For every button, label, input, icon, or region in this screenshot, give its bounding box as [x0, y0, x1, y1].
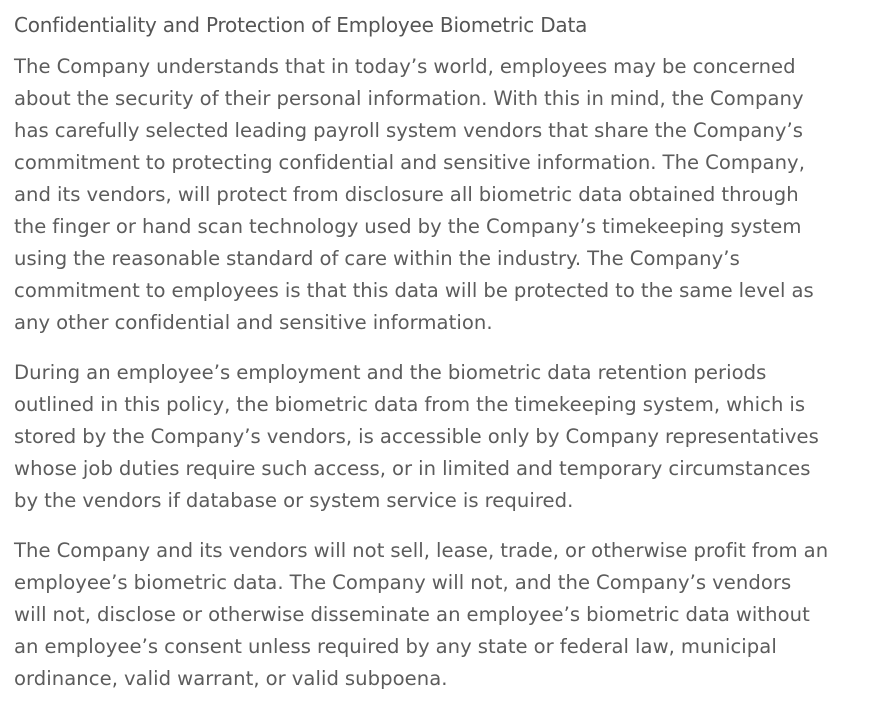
paragraph-intro: The Company understands that in today’s world, employees may be concerned about the security of their personal information. With this in mind, the Company has carefully selected leading payroll system vendors that share the Company’s commitment to protecting confidential and sensitive information. The Company, and its vendors, will protect from disclosure all biometric data obtained through the finger or hand scan technology used by the Company’s timekeeping system using the reasonable standard of care within the industry. The Company’s commitment to employees is that this data will be protected to the same level as any other confidential and sensitive information.	[14, 55, 814, 334]
paragraph-access: During an employee’s employment and the biometric data retention periods outlined in this policy, the biometric data from the timekeeping system, which is stored by the Company’s vendors, is accessible only by Company representatives whose job duties require such access, or in limited and temporary circumstances by the vendors if database or system service is required.	[14, 361, 819, 512]
paragraph-disclosure: The Company and its vendors will not sell, lease, trade, or otherwise profit from an employee’s biometric data. The Company will not, and the Company’s vendors will not, disclose or otherwise disseminate an employee’s biometric data without an employee’s consent unless required by any state or federal law, municipal ordinance, valid warrant, or valid subpoena.	[14, 539, 829, 690]
document-title: Confidentiality and Protection of Employee Biometric Data	[14, 13, 588, 37]
